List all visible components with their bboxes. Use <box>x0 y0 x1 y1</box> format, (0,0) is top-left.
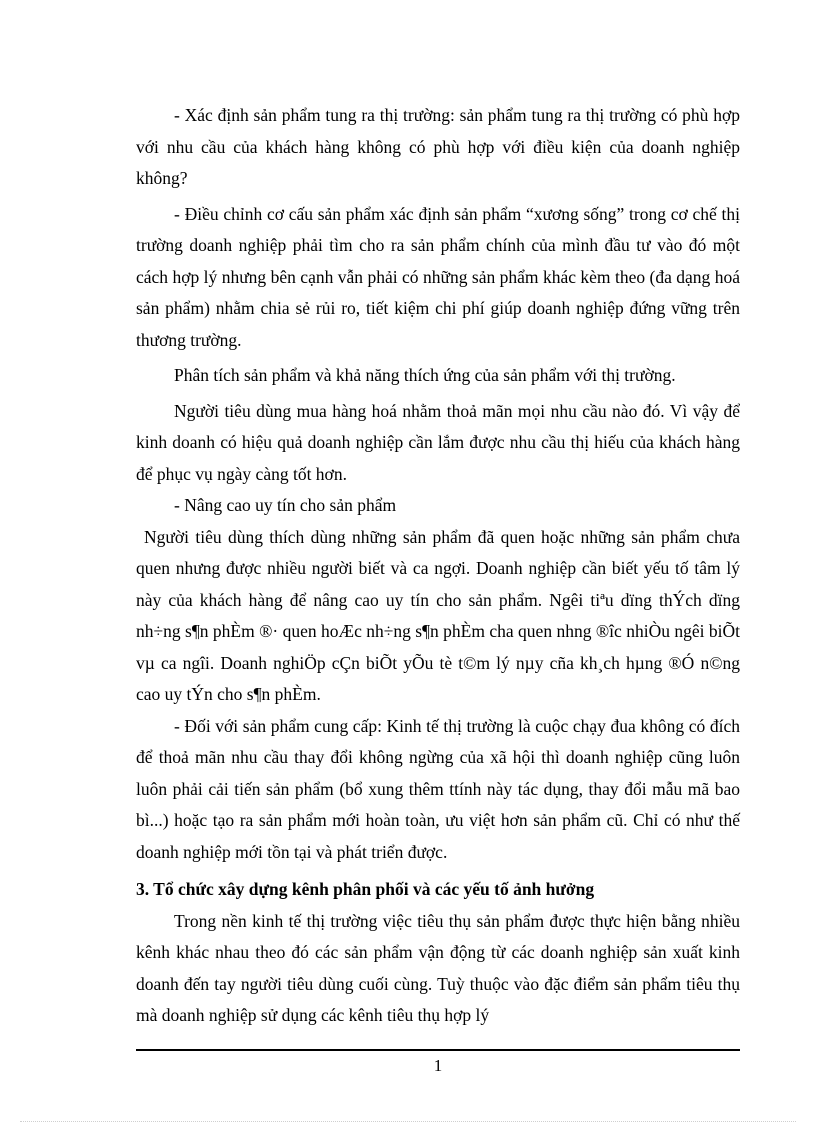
paragraph-product-structure: - Điều chỉnh cơ cấu sản phẩm xác định sản phẩm “xương sống” trong cơ chế thị trường doanh nghiệp phải tìm cho ra sản phẩm chính của mình đầu tư vào đó một cách hợp lý nhưng bên cạnh vẫn phải có những sản phẩm khác kèm theo (đa dạng hoá sản phẩm) nhằm chia sẻ rủi ro, tiết kiệm chi phí giúp doanh nghiệp đứng vững trên thương trường. <box>136 203 740 350</box>
page-number: 1 <box>433 1056 443 1075</box>
paragraph-product-market: - Xác định sản phẩm tung ra thị trường: sản phẩm tung ra thị trường có phù hợp với nhu cầu của khách hàng không có phù hợp với điều kiện của doanh nghiệp không? <box>136 105 740 188</box>
paragraph-product-supply: - Đối với sản phẩm cung cấp: Kinh tế thị trường là cuộc chạy đua không có đích để thoả mãn nhu cầu thay đổi không ngừng của xã hội thì doanh nghiệp cũng luôn luôn phải cải tiến sản phẩm (bổ xung thêm ttính này tác dụng, thay đổi mẫu mã bao bì...) hoặc tạo ra sản phẩm mới hoàn toàn, ưu việt hơn sản phẩm cũ. Chỉ có như thế doanh nghiệp mới tồn tại và phát triển được. <box>136 715 740 862</box>
paragraph-consumer-preference: Người tiêu dùng thích dùng những sản phẩm đã quen hoặc những sản phẩm chưa quen nhưng được nhiều người biết và ca ngợi. Doanh nghiệp cần biết yếu tố tâm lý này của khách hàng để nâng cao uy tín cho sản phẩm. Ngêi tiªu dïng thÝch dïng nh÷ng s¶n phÈm ®· quen hoÆc nh÷ng s¶n phÈm cha quen nhng ®îc nhiÒu ngêi biÕt vµ ca ngîi. Doanh nghiÖp cÇn biÕt yÕu tè t©m lý nµy cña kh¸ch hµng ®Ó n©ng cao uy tÝn cho s¶n phÈm. <box>136 526 740 704</box>
paragraph-distribution-channels: Trong nền kinh tế thị trường việc tiêu thụ sản phẩm được thực hiện bằng nhiều kênh khác nhau theo đó các sản phẩm vận động từ các doanh nghiệp sản xuất kinh doanh đến tay người tiêu dùng cuối cùng. Tuỳ thuộc vào đặc điểm sản phẩm tiêu thụ mà doanh nghiệp sử dụng các kênh tiêu thụ hợp lý <box>136 910 740 1025</box>
body-text <box>136 100 740 1032</box>
paragraph-consumer-needs: Người tiêu dùng mua hàng hoá nhằm thoả mãn mọi nhu cầu nào đó. Vì vậy để kinh doanh có hiệu quả doanh nghiệp cần lắm được nhu cầu thị hiếu của khách hàng để phục vụ ngày càng tốt hơn. <box>136 400 740 484</box>
bullet-product-reputation: - Nâng cao uy tín cho sản phẩm <box>174 495 397 515</box>
footer-rule <box>136 1049 740 1051</box>
paragraph-product-analysis: Phân tích sản phẩm và khả năng thích ứng của sản phẩm với thị trường. <box>174 365 676 385</box>
section-heading: 3. Tổ chức xây dựng kênh phân phối và các yếu tố ảnh hưởng <box>136 879 595 899</box>
page-edge-divider <box>20 1121 796 1122</box>
